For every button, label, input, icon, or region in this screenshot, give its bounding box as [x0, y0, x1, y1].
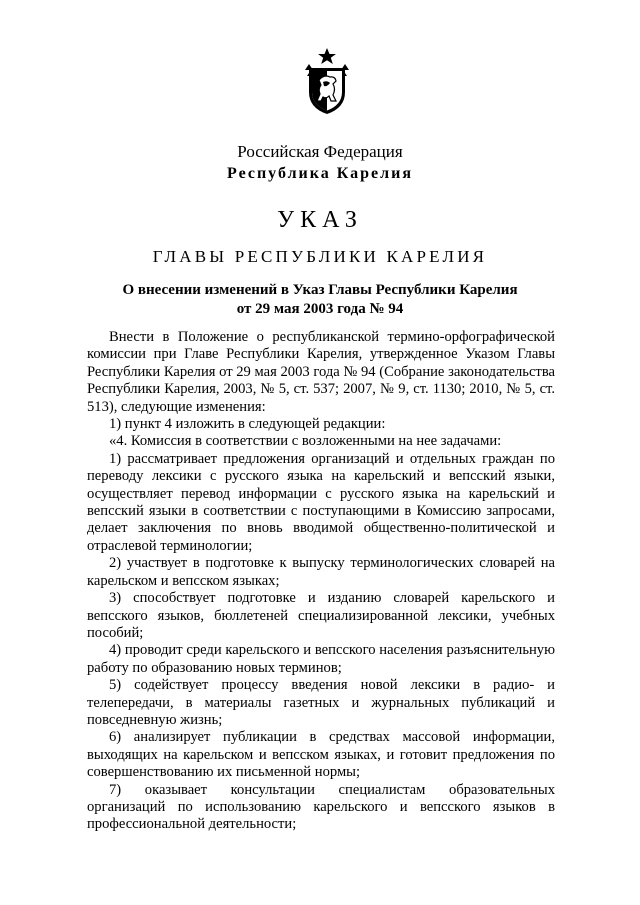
document-type: УКАЗ: [277, 207, 363, 233]
karelia-coat-of-arms-icon: [299, 46, 355, 116]
issuer-title: ГЛАВЫ РЕСПУБЛИКИ КАРЕЛИЯ: [152, 247, 488, 266]
paragraph: 5) содействует процессу введения новой лексики в радио- и телепередачи, в материалы газетных и журнальных публикаций и повседневную жизнь;: [87, 677, 555, 728]
paragraph: 2) участвует в подготовке к выпуску терминологических словарей на карельском и вепсском языках;: [87, 555, 555, 589]
paragraph: 3) способствует подготовке и изданию словарей карельского и вепсского языков, бюллетеней специализированной лексики, учебных пособий;: [87, 590, 555, 641]
paragraph: 6) анализирует публикации в средствах массовой информации, выходящих на карельском и вепсском языках, и готовит предложения по совершенствованию их письменной нормы;: [87, 729, 555, 781]
republic-name: Республика Карелия: [227, 165, 413, 182]
paragraph: 7) оказывает консультации специалистам образовательных организаций по использованию карельского и вепсского языков в профессиональной деятельности;: [87, 781, 555, 833]
paragraph: 1) пункт 4 изложить в следующей редакции:: [109, 416, 386, 433]
document-title-line: от 29 мая 2003 года № 94: [236, 301, 404, 317]
document-title: [0, 281, 640, 319]
paragraph: 4) проводит среди карельского и вепсского населения разъяснительную работу по образованию новых терминов;: [87, 642, 555, 676]
document-body: [87, 329, 555, 834]
paragraph: 1) рассматривает предложения организаций и отдельных граждан по переводу лексики с русского языка на карельский и вепсский языки, осуществляет перевод информации с русского языка на карельский и вепсский языки в соответствии с поступающими в Комиссию запросами, делает заключения по вновь вводимой общественно-политической и отраслевой терминологии;: [87, 450, 555, 554]
country-name: Российская Федерация: [237, 142, 403, 161]
paragraph: Внести в Положение о республиканской термино-орфографической комиссии при Главе Республики Карелия, утвержденное Указом Главы Республики Карелия от 29 мая 2003 года № 94 (Собрание законодательства Республики Карелия, 2003, № 5, ст. 537; 2007, № 9, ст. 1130; 2010, № 5, ст. 513), следующие изменения:: [87, 329, 555, 415]
document-title-line: О внесении изменений в Указ Главы Республики Карелия: [122, 282, 518, 298]
paragraph: «4. Комиссия в соответствии с возложенными на нее задачами:: [109, 433, 502, 450]
